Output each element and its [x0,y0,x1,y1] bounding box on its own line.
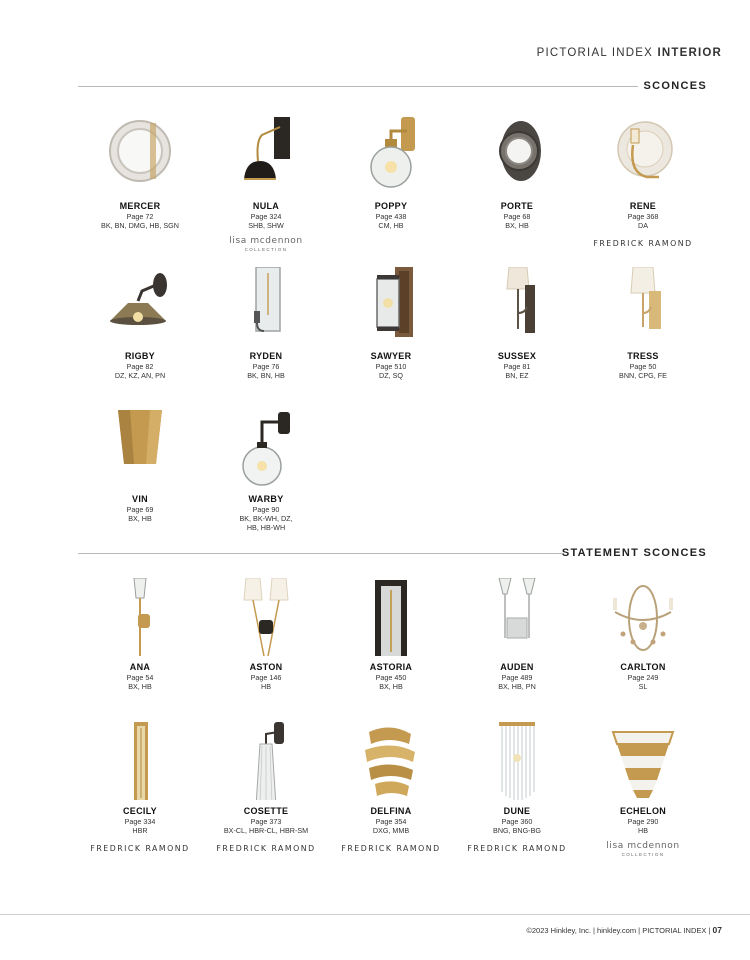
product-page: Page 68 [503,212,531,221]
product-cecily[interactable] [80,722,200,853]
product-page: Page 510 [375,362,407,371]
auden-image [477,578,557,656]
poppy-image [351,117,431,195]
product-finishes: BK, BN, DMG, HB, SGN [101,221,179,230]
product-page: Page 489 [501,673,533,682]
product-finishes: HB [638,826,648,835]
footer-rule [0,914,750,915]
product-name: SUSSEX [497,351,537,361]
product-rene[interactable] [583,117,703,248]
section-title-statement: STATEMENT SCONCES [561,547,707,559]
product-name: ANA [129,662,151,672]
product-name: TRESS [627,351,659,361]
product-finishes: BX-CL, HBR-CL, HBR-SM [223,826,309,835]
product-mercer[interactable] [80,117,200,230]
fredrick-ramond-logo: FREDRICK RAMOND [216,844,316,853]
fredrick-ramond-logo: FREDRICK RAMOND [90,844,190,853]
product-nula[interactable] [206,117,326,252]
rigby-image [100,267,180,345]
product-page: Page 90 [252,505,280,514]
fredrick-ramond-logo: FREDRICK RAMOND [341,844,441,853]
cosette-image [226,722,306,800]
product-finishes: BX, HB [128,514,152,523]
section-title-sconces: SCONCES [643,80,707,92]
product-finishes: BX, HB [505,221,529,230]
product-finishes: BK, BK-WH, DZ, [239,514,293,523]
product-auden[interactable] [457,578,577,691]
product-name: CARLTON [620,662,666,672]
porte-image [477,117,557,195]
sussex-image [477,267,557,345]
product-finishes: SHB, SHW [248,221,284,230]
product-name: DELFINA [370,806,412,816]
product-page: Page 69 [126,505,154,514]
sconces-rule [78,86,638,87]
product-page: Page 290 [627,817,659,826]
product-vin[interactable] [80,410,200,523]
product-sawyer[interactable] [331,267,451,380]
product-name: NULA [252,201,280,211]
product-page: Page 54 [126,673,154,682]
product-finishes: CM, HB [378,221,404,230]
product-carlton[interactable] [583,578,703,691]
product-name: RENE [629,201,657,211]
product-name: PORTE [500,201,534,211]
sawyer-image [351,267,431,345]
fredrick-ramond-logo: FREDRICK RAMOND [593,239,693,248]
product-dune[interactable] [457,722,577,853]
product-finishes: HBR [132,826,148,835]
delfina-image [351,722,431,800]
header-label-bold: INTERIOR [657,47,722,59]
footer-credit: ©2023 Hinkley, Inc. | hinkley.com | PICTORIAL INDEX | [526,926,711,935]
product-name: COSETTE [243,806,289,816]
product-finishes: BX, HB [379,682,403,691]
ana-image [100,578,180,656]
product-warby[interactable] [206,410,326,532]
lisa-mcdennon-logo [583,841,703,857]
product-name: POPPY [374,201,408,211]
cecily-image [100,722,180,800]
product-delfina[interactable] [331,722,451,853]
product-name: ASTORIA [369,662,413,672]
lisa-mcdennon-collection: COLLECTION [244,247,288,252]
product-finishes: BX, HB [128,682,152,691]
lisa-mcdennon-logo [206,236,326,252]
page-header [537,47,722,59]
product-page: Page 82 [126,362,154,371]
footer [526,925,722,935]
product-ryden[interactable] [206,267,326,380]
product-name: DUNE [503,806,531,816]
product-name: ASTON [249,662,283,672]
product-finishes: SL [638,682,648,691]
product-name: ECHELON [619,806,667,816]
fredrick-ramond-logo: FREDRICK RAMOND [467,844,567,853]
product-page: Page 360 [501,817,533,826]
product-page: Page 334 [124,817,156,826]
dune-image [477,722,557,800]
aston-image [226,578,306,656]
warby-image [226,410,306,488]
product-finishes: BK, BN, HB [247,371,285,380]
product-page: Page 50 [629,362,657,371]
product-page: Page 373 [250,817,282,826]
product-finishes-2: HB, HB-WH [246,523,286,532]
product-tress[interactable] [583,267,703,380]
product-page: Page 146 [250,673,282,682]
product-finishes: BNG, BNG-BG [493,826,541,835]
vin-image [100,410,180,488]
product-astoria[interactable] [331,578,451,691]
product-name: SAWYER [370,351,412,361]
product-poppy[interactable] [331,117,451,230]
product-name: WARBY [248,494,284,504]
product-rigby[interactable] [80,267,200,380]
lisa-mcdennon-name: lisa mcdennon [229,236,303,246]
product-name: AUDEN [500,662,534,672]
product-aston[interactable] [206,578,326,691]
lisa-mcdennon-name: lisa mcdennon [606,841,680,851]
product-sussex[interactable] [457,267,577,380]
product-finishes: DZ, SQ [379,371,403,380]
product-cosette[interactable] [206,722,326,853]
mercer-image [100,117,180,195]
ryden-image [226,267,306,345]
product-page: Page 76 [252,362,280,371]
product-ana[interactable] [80,578,200,691]
product-page: Page 368 [627,212,659,221]
product-name: RIGBY [124,351,155,361]
product-finishes: DZ, KZ, AN, PN [114,371,166,380]
header-label: PICTORIAL INDEX [536,47,654,59]
statement-rule [78,553,564,554]
product-echelon[interactable] [583,722,703,857]
product-page: Page 81 [503,362,531,371]
product-finishes: BN, EZ [505,371,529,380]
product-finishes: BX, HB, PN [498,682,536,691]
echelon-image [603,722,683,800]
product-page: Page 354 [375,817,407,826]
astoria-image [351,578,431,656]
product-name: MERCER [119,201,161,211]
product-finishes: HB [261,682,271,691]
product-porte[interactable] [457,117,577,230]
product-finishes: DXG, MMB [372,826,410,835]
product-name: CECILY [123,806,157,816]
lisa-mcdennon-collection: COLLECTION [621,852,665,857]
product-page: Page 249 [627,673,659,682]
product-finishes: BNN, CPG, FE [619,371,667,380]
carlton-image [603,578,683,656]
rene-image [603,117,683,195]
product-finishes: DA [638,221,648,230]
nula-image [226,117,306,195]
tress-image [603,267,683,345]
product-page: Page 438 [375,212,407,221]
product-page: Page 324 [250,212,282,221]
product-page: Page 450 [375,673,407,682]
product-page: Page 72 [126,212,154,221]
page-number: 07 [712,925,722,935]
product-name: VIN [132,494,148,504]
product-name: RYDEN [249,351,283,361]
